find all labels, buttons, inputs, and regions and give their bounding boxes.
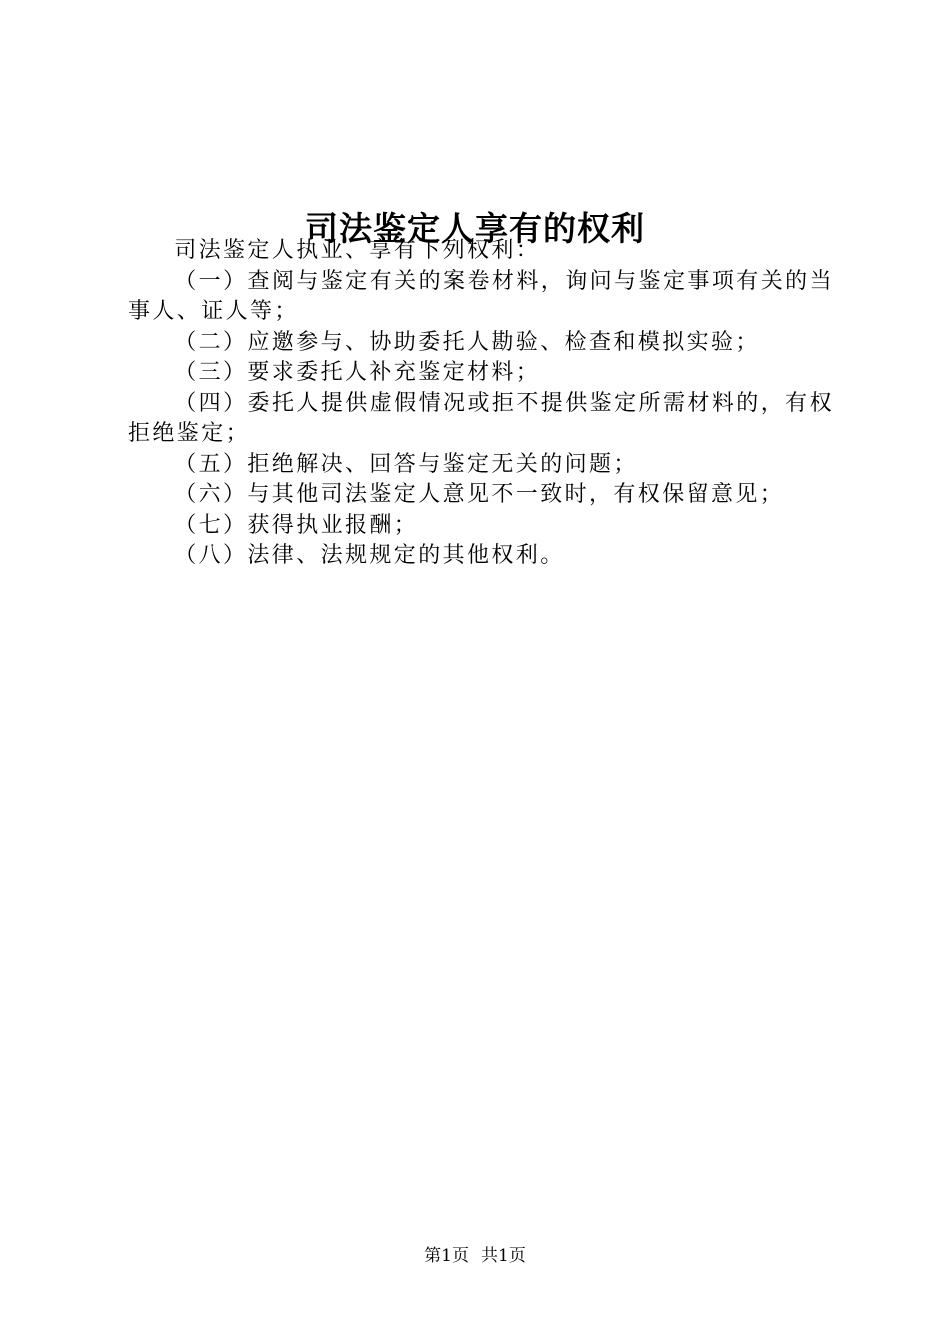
rights-item-2: （二）应邀参与、协助委托人勘验、检查和模拟实验； — [174, 329, 760, 355]
rights-item-8: （八）法律、法规规定的其他权利。 — [174, 543, 565, 568]
intro-paragraph: 司法鉴定人执业、享有下列权利： — [174, 238, 541, 263]
page-number-total: 共1页 — [481, 1246, 526, 1266]
page-footer — [0, 1244, 950, 1268]
rights-item-3: （三）要求委托人补充鉴定材料； — [174, 360, 541, 385]
page-number-current: 第1页 — [424, 1246, 469, 1266]
rights-item-6: （六）与其他司法鉴定人意见不一致时，有权保留意见； — [174, 482, 785, 507]
rights-item-7: （七）获得执业报酬； — [174, 512, 419, 538]
rights-item-5: （五）拒绝解决、回答与鉴定无关的问题； — [174, 451, 638, 477]
document-body — [128, 236, 834, 572]
rights-item-1: （一）查阅与鉴定有关的案卷材料，询问与鉴定事项有关的当事人、证人等； — [128, 268, 834, 324]
rights-item-4: （四）委托人提供虚假情况或拒不提供鉴定所需材料的，有权拒绝鉴定； — [128, 390, 834, 446]
document-title: 司法鉴定人享有的权利 — [305, 209, 645, 249]
